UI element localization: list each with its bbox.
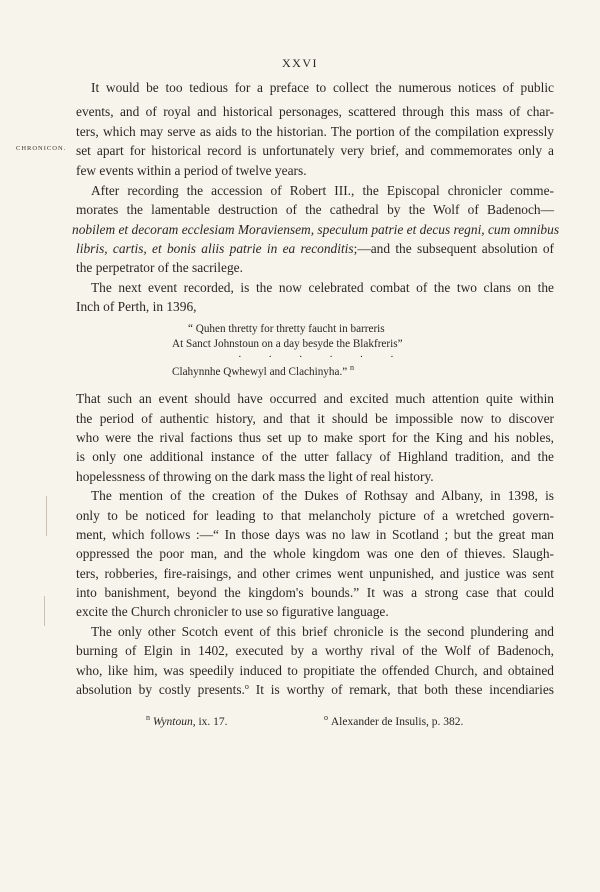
text-line: events, and of royal and historical personages, scattered through this mass of char- xyxy=(76,104,554,119)
verse-line: Clahynnhe Qwhewyl and Clachinyha.” $^n$ xyxy=(172,363,355,378)
text-line: The next event recorded, is the now celebrated combat of the two clans on the xyxy=(91,280,554,295)
footnote-o: $^o$ Alexander de Insulis, p. 382. xyxy=(324,713,464,728)
text-line: That such an event should have occurred and excited much attention quite within xyxy=(76,391,554,406)
text-line: absolution by costly presents.$^o$ It is worthy of remark, that both these incendiaries xyxy=(76,682,554,697)
text-line: is only one additional instance of the utter fallacy of Highland tradition, and the xyxy=(76,449,554,464)
text-line: After recording the accession of Robert III., the Episcopal chronicler comme- xyxy=(91,183,554,198)
text-line: ters, robberies, fire-raisings, and other crimes went unpunished, and justice was sent xyxy=(76,566,554,581)
text-line: The only other Scotch event of this brief chronicle is the second plundering and xyxy=(91,624,554,639)
text-line: who, like him, was speedily induced to propitiate the offended Church, and obtained xyxy=(76,663,554,678)
text-line: libris, cartis, et bonis aliis patrie in ea reconditis;—and the subsequent absolution of xyxy=(76,241,555,256)
text-line: who were the rival factions thus set up to make sport for the King and his nobles, xyxy=(76,430,554,445)
margin-note: CHRONICON. xyxy=(16,145,67,152)
text-line xyxy=(72,222,560,238)
text-line: into banishment, beyond the kingdom's bounds.” It was a strong case that could xyxy=(76,585,554,600)
text-line: Inch of Perth, in 1396, xyxy=(76,299,197,314)
verse-line: “ Quhen thretty for thretty faucht in barreris xyxy=(188,323,385,335)
footnote-ref: n xyxy=(350,363,355,372)
text-line: ment, which follows :—“ In those days was no law in Scotland ; but the great man xyxy=(76,527,554,542)
text-line: ters, which may serve as aids to the historian. The portion of the compilation expressly xyxy=(76,124,554,139)
text-line: only to be noticed for leading to that melancholy picture of a wretched govern- xyxy=(76,508,554,523)
verse-line: At Sanct Johnstoun on a day besyde the Blakfreris” xyxy=(172,338,403,350)
footnote-marker: n xyxy=(146,713,150,722)
footnote-n: $^n$ Wyntoun, ix. 17. xyxy=(146,713,228,728)
text-line: the perpetrator of the sacrilege. xyxy=(76,260,243,275)
text-line: burning of Elgin in 1402, executed by a worthy rival of the Wolf of Badenoch, xyxy=(76,643,554,658)
margin-mark xyxy=(44,596,45,626)
text-line: morates the lamentable destruction of the cathedral by the Wolf of Badenoch— xyxy=(76,202,554,217)
footnote-ref: o xyxy=(244,682,249,691)
text-line: excite the Church chronicler to use so figurative language. xyxy=(76,604,389,619)
text-line: the period of authentic history, and that it should be impossible now to discover xyxy=(76,411,554,426)
text-line: It would be too tedious for a preface to collect the numerous notices of public xyxy=(91,80,554,95)
text-line: few events within a period of twelve years. xyxy=(76,163,307,178)
latin-quote: nobilem et decoram ecclesiam Moraviensem, speculum patrie et decus regni, cum omnibus xyxy=(72,222,560,237)
margin-mark xyxy=(46,496,47,536)
text-line: oppressed the poor man, and the whole kingdom was one den of thieves. Slaugh- xyxy=(76,546,554,561)
latin-quote: libris, cartis, et bonis aliis patrie in ea reconditis xyxy=(76,241,354,256)
text-line: The mention of the creation of the Dukes of Rothsay and Albany, in 1398, is xyxy=(91,488,554,503)
ellipsis-dots: · · · · · · xyxy=(238,351,406,363)
page-number: XXVI xyxy=(282,56,318,70)
text-line: hopelessness of throwing on the dark mass the light of real history. xyxy=(76,469,434,484)
text-line: set apart for historical record is unfortunately very brief, and commemorates only a xyxy=(76,143,554,158)
footnote-marker: o xyxy=(324,713,328,722)
